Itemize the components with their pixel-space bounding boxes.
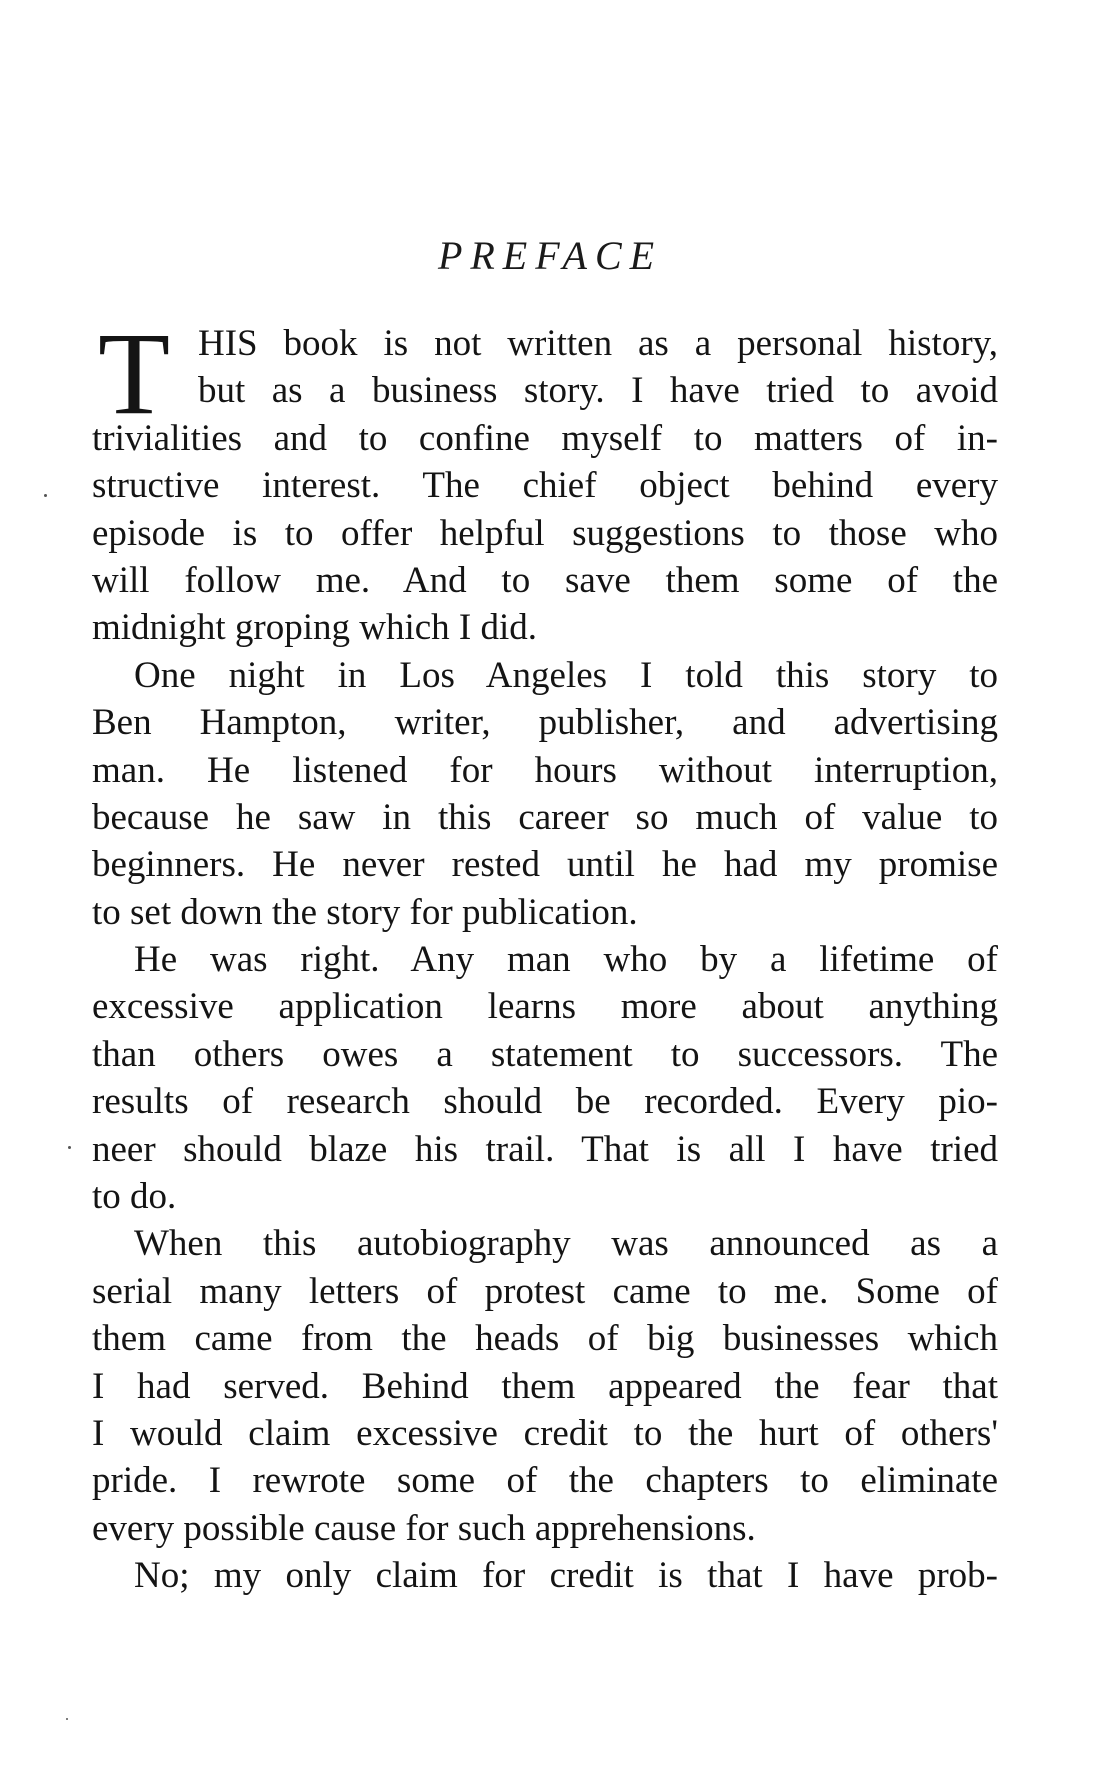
text-line: He was right. Any man who by a lifetime of (134, 939, 998, 981)
text-line: Ben Hampton, writer, publisher, and advertising (92, 702, 998, 744)
text-line: man. He listened for hours without interruption, (92, 749, 998, 791)
text-line: structive interest. The chief object behind every (92, 465, 998, 507)
scan-speck (68, 1146, 71, 1149)
scan-speck (44, 494, 47, 497)
text-line: neer should blaze his trail. That is all I have tried (92, 1128, 998, 1170)
text-line: One night in Los Angeles I told this story to (134, 654, 998, 696)
text-line: No; my only claim for credit is that I have prob- (134, 1555, 998, 1597)
text-line: them came from the heads of big businesses which (92, 1318, 998, 1360)
text-line: trivialities and to confine myself to matters of in- (92, 417, 998, 459)
page-title: PREFACE (437, 233, 663, 278)
text-line: will follow me. And to save them some of the (92, 559, 998, 601)
text-line: episode is to offer helpful suggestions to those who (92, 512, 998, 554)
text-line: to set down the story for publication. (92, 891, 638, 933)
text-line: pride. I rewrote some of the chapters to eliminate (92, 1460, 998, 1502)
text-line: HIS book is not written as a personal history, (198, 323, 998, 364)
preface-body (92, 308, 998, 1600)
drop-cap: T (98, 308, 171, 439)
text-line: because he saw in this career so much of value to (92, 796, 998, 838)
text-line: excessive application learns more about anything (92, 986, 998, 1028)
text-line: serial many letters of protest came to me. Some of (92, 1270, 998, 1312)
text-line: beginners. He never rested until he had my promise (92, 844, 998, 886)
text-line: When this autobiography was announced as a (134, 1223, 998, 1265)
scan-speck (66, 1718, 68, 1720)
text-line: results of research should be recorded. Every pio- (92, 1081, 998, 1123)
text-line: I would claim excessive credit to the hurt of others' (92, 1412, 998, 1454)
text-line: to do. (92, 1176, 177, 1218)
text-line: but as a business story. I have tried to avoid (198, 370, 998, 412)
text-line: every possible cause for such apprehensions. (92, 1507, 756, 1549)
text-line: than others owes a statement to successors. The (92, 1033, 998, 1075)
text-line: I had served. Behind them appeared the fear that (92, 1365, 998, 1407)
text-line: midnight groping which I did. (92, 607, 537, 649)
